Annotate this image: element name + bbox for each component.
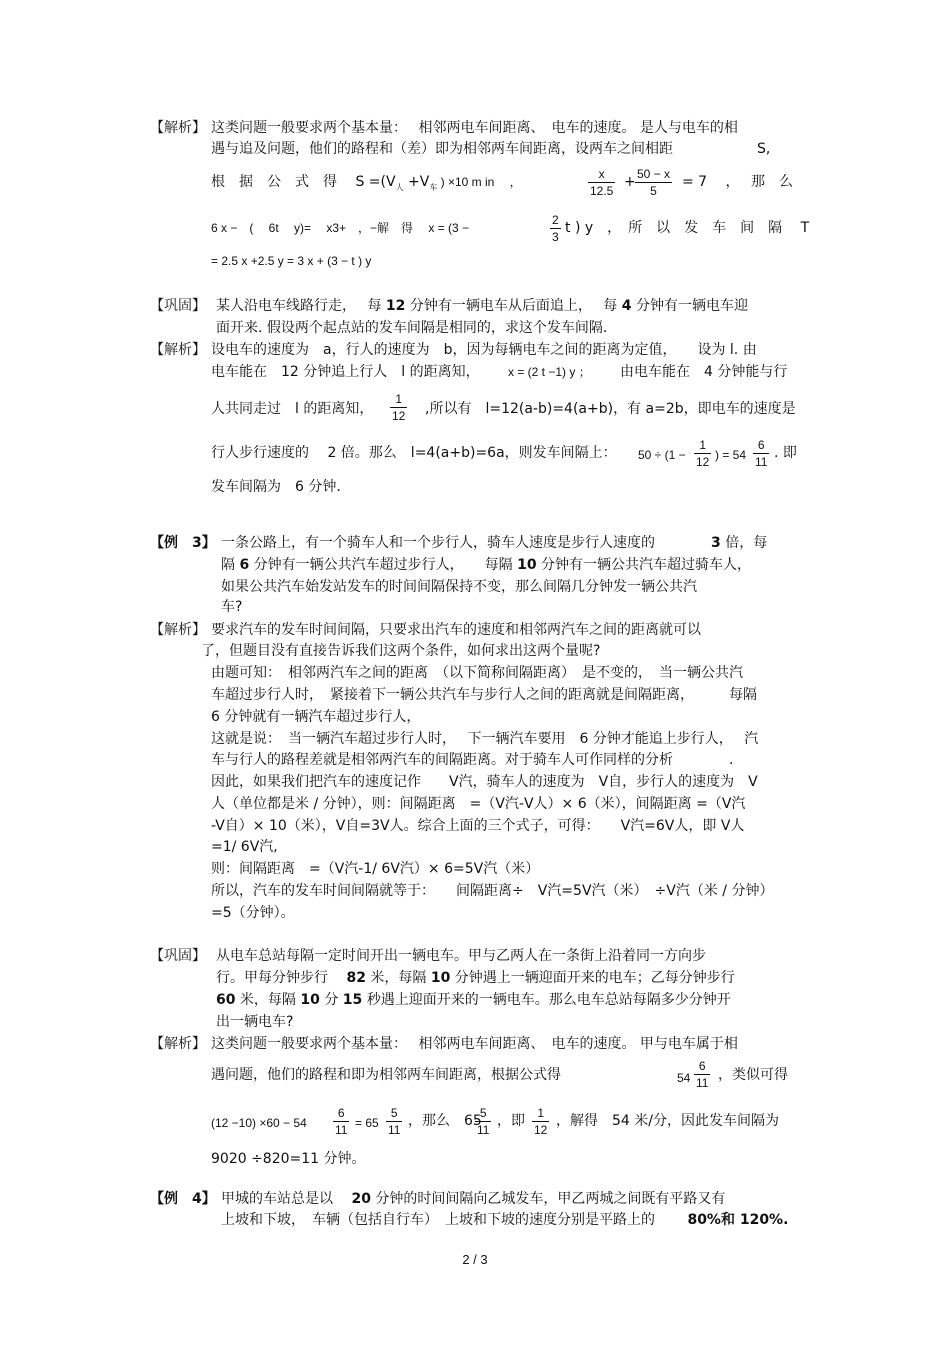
text-line: 行人步行速度的 2 倍。那么 l=4(a+b)=6a，则发车间隔上： [211,445,617,461]
text-line: =5（分钟）。 [211,905,295,921]
text-line: 车? [221,599,243,615]
example-tag: 【例 4】 [150,1191,216,1207]
text-line: 遇问题，他们的路程和即为相邻两车间距离，根据公式得 [211,1067,561,1083]
text: 分钟有一辆公共汽车超过步行人， 每隔 [249,557,518,573]
text-line [216,296,748,317]
numerator: 6 [698,1059,706,1073]
text: 米，每隔 [235,992,301,1008]
text: 隔 [221,557,240,573]
section-tag: 【解析】 [150,342,206,358]
bold-number: 10 [517,557,537,573]
section-tag: 【解析】 [150,120,206,136]
text-line: 了，但题目没有直接告诉我们这两个条件，如何求出这两个量呢? [201,643,601,659]
formula-text: = 2.5 x +2.5 y = 3 x + (3 − t ) y [211,254,372,268]
bold-number: 10 [300,992,320,1008]
fraction [386,1105,402,1138]
text-line: 面开来. 假设两个起点站的发车间隔是相同的，求这个发车间隔. [216,320,608,336]
text-line: ,所以有 l=12(a-b)=4(a+b)，有 a=2b，即电车的速度是 [425,401,796,417]
text: 甲城的车站总是以 [221,1191,352,1207]
bold-number: 15 [342,992,363,1008]
text-line: 由题可知： 相邻两汽车之间的距离 （以下简称间隔距离） 是不变的， 当一辆公共汽 [211,665,743,681]
numerator: 1 [699,438,707,452]
text-line: 9020 ÷820=11 分钟。 [211,1151,366,1167]
bold-number: 4 [621,298,632,314]
denominator: 12 [534,1123,548,1137]
formula-text: + [624,174,636,190]
formula-text: (12 −10) ×60 − 54 [211,1116,307,1130]
text: 分 [319,992,343,1008]
text: 分钟有一辆电车迎 [631,298,748,314]
text-line: 电车能在 12 分钟追上行人 l 的距离知， [211,364,480,380]
text-line: 则：间隔距离 =（V汽-1/ 6V汽）× 6=5V汽（米） [211,861,540,877]
formula-text: +V [403,174,430,190]
text-line: 这类问题一般要求两个基本量： 相邻两电车间距离、 电车的速度。 是人与电车的相 [211,120,738,136]
text-line: -V自）× 10（米），V自=3V人。综合上面的三个式子，可得： V汽=6V人，即 V人 [211,818,745,834]
numerator: x [598,167,605,181]
fraction [532,1105,549,1138]
section-tag: 【巩固】 [150,948,206,964]
text: 米，每隔 [365,970,431,986]
text-line: ，类似可得 [718,1067,788,1083]
formula-text: ) = 54 [715,448,747,462]
formula-text: x = (2 t −1) y ； [508,365,591,379]
formula-text: 54 [677,1071,691,1085]
text: 上坡和下坡， 车辆（包括自行车） 上坡和下坡的速度分别是平路上的 [221,1212,688,1228]
formula-text: ) ×10 m in ， [437,175,522,189]
numerator: 6 [337,1106,345,1120]
text-line: 这类问题一般要求两个基本量： 相邻两电车间距离、 电车的速度。 甲与电车属于相 [211,1036,738,1052]
formula-text: t ) y ， 所 以 发 车 间 隔 T [565,220,810,236]
denominator: 11 [696,1076,709,1090]
denominator: 11 [755,455,768,469]
text-line [216,990,731,1011]
formula-text: 根 据 公 式 得 S =(V [211,174,396,190]
text: 分钟有一辆电车从后面追上， 每 [405,298,622,314]
text-line: 要求汽车的发车时间间隔，只要求出汽车的速度和相邻两汽车之间的距离就可以 [211,622,701,638]
denominator: 3 [552,230,559,244]
text-line: 这就是说： 当一辆汽车超过步行人时， 下一辆汽车要用 6 分钟才能追上步行人， 汽 [211,731,759,747]
denominator: 12.5 [590,184,614,198]
text-line: 6 分钟就有一辆汽车超过步行人， [211,709,421,725]
text: 某人沿电车线路行走， 每 [216,298,386,314]
bold-number: 12 [385,298,406,314]
denominator: 5 [635,182,672,199]
numerator: 6 [757,438,765,452]
text-line: 如果公共汽车始发站发车的时间间隔保持不变，那么间隔几分钟发一辆公共汽 [221,579,697,595]
bold-number: 3 [711,535,721,551]
page-number: 2 / 3 [462,1252,488,1267]
fraction [753,437,769,470]
numerator: 2 [552,213,559,227]
bold-number: 80%和 120%. [687,1212,789,1228]
example-tag: 【例 3】 [150,535,216,551]
denominator: 11 [388,1123,401,1137]
formula-sub: 人 [395,182,404,192]
text-line: 从电车总站每隔一定时间开出一辆电车。甲与乙两人在一条街上沿着同一方向步 [216,948,706,964]
text-line: =1/ 6V汽, [211,839,278,855]
fraction [333,1105,349,1138]
text-line [216,968,735,989]
text-line [221,1189,725,1210]
bold-number: 60 [216,992,236,1008]
text-line: 人共同走过 l 的距离知， [211,401,374,417]
fraction [475,1105,491,1138]
text-line: ，那么 65 [408,1113,482,1129]
text-line: 遇与追及问题，他们的路程和（差）即为相邻两车间距离，设两车之间相距 S, [211,141,771,157]
section-tag: 【巩固】 [150,298,206,314]
formula-line [211,172,522,198]
text: 一条公路上，有一个骑车人和一个步行人，骑车人速度是步行人速度的 [221,535,711,551]
denominator: 11 [335,1123,348,1137]
formula-text: = 7 ， 那 么 [682,174,793,190]
text: 秒遇上迎面开来的一辆电车。那么电车总站每隔多少分钟开 [362,992,731,1008]
text: 行。甲每分钟步行 [216,970,347,986]
section-tag: 【解析】 [150,1036,206,1052]
text: 分钟有一辆公共汽车超过骑车人， [536,557,752,573]
denominator: 12 [392,409,406,423]
denominator: 11 [477,1123,490,1137]
text-line: ，即 [497,1113,525,1129]
formula-text: 50 ÷ (1 − [638,448,686,462]
numerator: 5 [390,1106,398,1120]
text-line: 发车间隔为 6 分钟. [211,479,341,495]
text-line [221,555,751,576]
text: 分钟遇上一辆迎面开来的电车；乙每分钟步行 [450,970,735,986]
numerator: 1 [395,392,403,406]
text: 倍，每 [720,535,768,551]
text-line [221,533,767,554]
bold-number: 10 [430,970,451,986]
text-line: 出一辆电车? [216,1014,294,1030]
formula-sub: 车 [429,182,438,192]
text-line: 车与行人的路程差就是相邻两汽车的间隔距离。对于骑车人可作同样的分析 . [211,752,734,768]
fraction [694,437,711,470]
text-line: 设电车的速度为 a，行人的速度为 b，因为每辆电车之间的距离为定值， 设为 l. 由 [211,342,757,358]
bold-number: 82 [346,970,366,986]
text-line: 人（单位都是米 / 分钟），则：间隔距离 =（V汽-V人）× 6（米），间隔距离 =（V汽 [211,796,746,812]
bold-number: 20 [351,1191,371,1207]
fraction [588,166,615,199]
formula-text: 6 x − ( 6t y)= x3+ ，−解 得 x = (3 − [211,221,470,235]
fraction [635,166,672,199]
fraction [694,1058,710,1091]
fraction [390,391,407,424]
section-tag: 【解析】 [150,622,206,638]
text-line: 所以，汽车的发车时间间隔就等于： 间隔距离÷ V汽=5V汽（米） ÷V汽（米 / 分钟） [211,883,774,899]
text-line [221,1210,788,1231]
numerator: 1 [537,1106,545,1120]
text-line: ，解得 54 米/分，因此发车间隔为 [556,1113,779,1129]
denominator: 12 [696,455,710,469]
text-line: 车超过步行人时， 紧接着下一辆公共汽车与步行人之间的距离就是间隔距离， 每隔 [211,687,757,703]
text-line: . 即 [774,445,797,461]
formula-text: = 65 [355,1116,379,1130]
numerator: 5 [479,1106,487,1120]
fraction [550,212,561,245]
numerator: 50 − x [637,167,671,181]
bold-number: 6 [239,557,250,573]
text: 分钟的时间间隔向乙城发车，甲乙两城之间既有平路又有 [370,1191,726,1207]
text-line: 由电车能在 4 分钟能与行 [620,364,788,380]
text-line: 因此，如果我们把汽车的速度记作 V汽，骑车人的速度为 V自，步行人的速度为 V [211,774,758,790]
